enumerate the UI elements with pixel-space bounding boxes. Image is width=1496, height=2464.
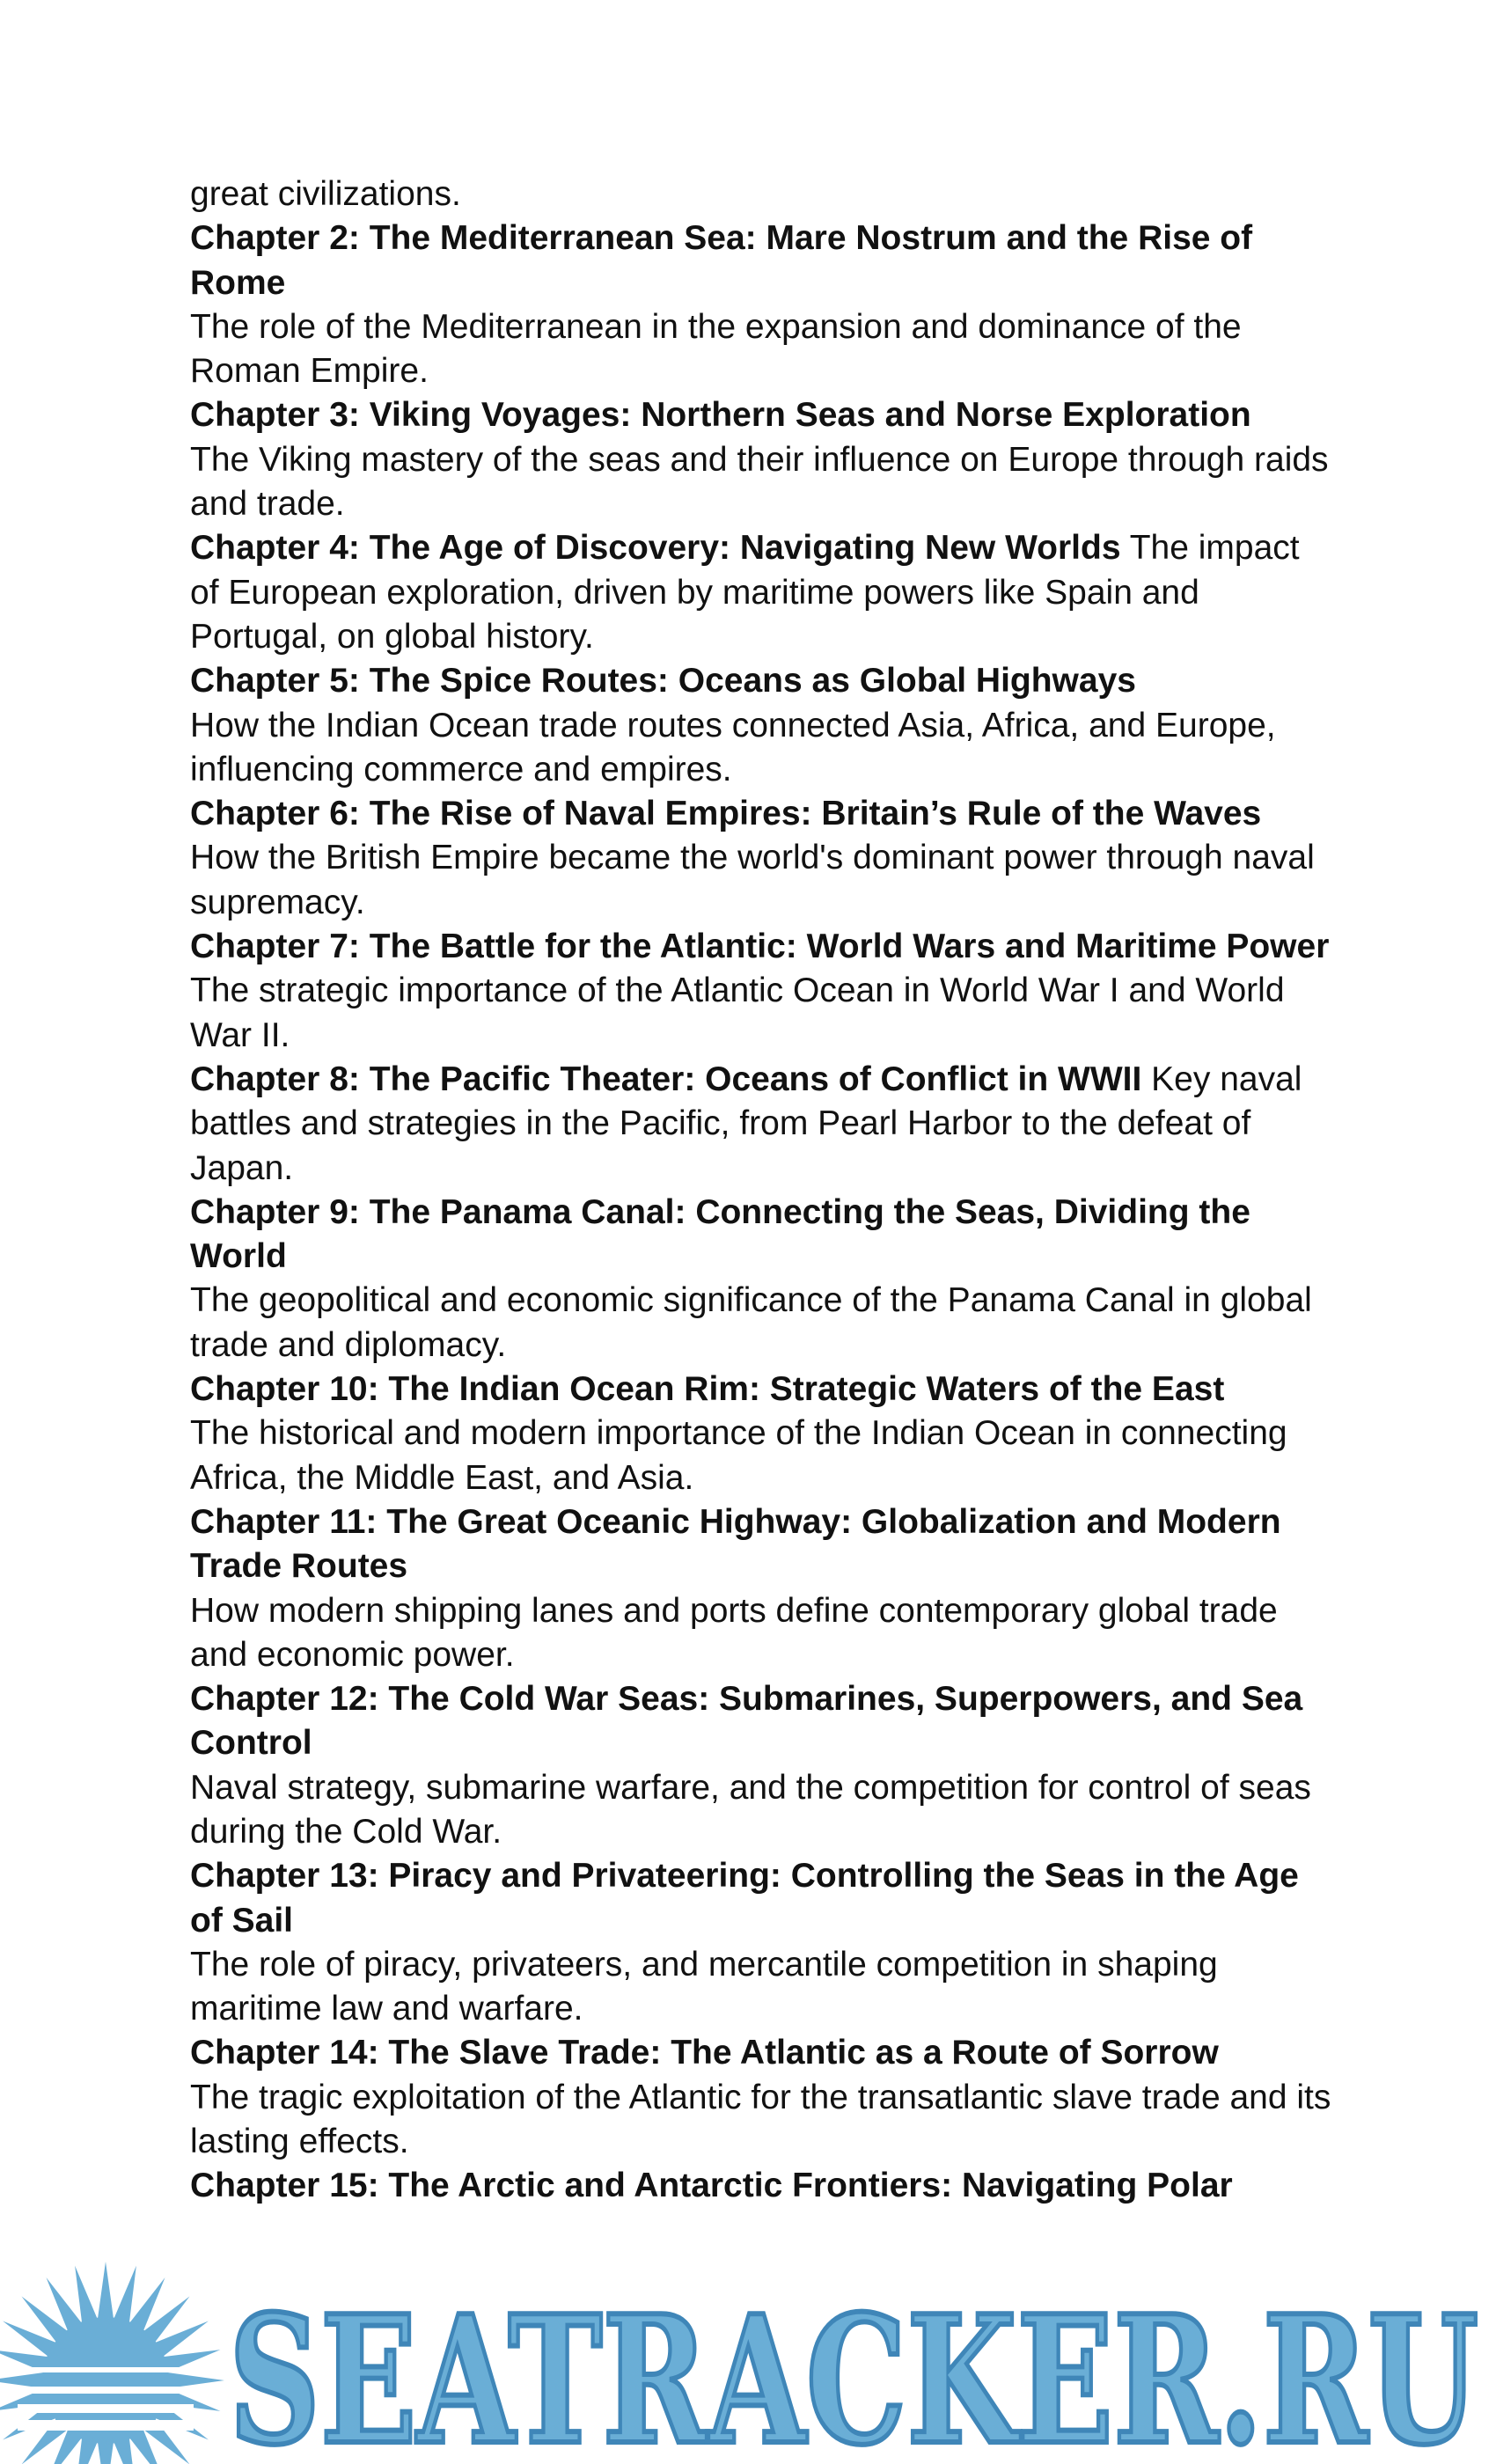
chapter-entry [190, 1854, 1334, 2031]
intro-fragment: great civilizations. [190, 175, 461, 213]
chapter-title: Chapter 10: The Indian Ocean Rim: Strategic Waters of the East [190, 1370, 1225, 1409]
chapter-description: The impact of European exploration, driven by maritime powers like Spain and Portugal, on global history. [190, 529, 1300, 656]
chapter-description: The tragic exploitation of the Atlantic for the transatlantic slave trade and its lasting effects. [190, 2078, 1331, 2161]
watermark-text: SEATRACKER.RU [229, 2277, 1478, 2464]
chapter-description: How modern shipping lanes and ports define contemporary global trade and economic power. [190, 1591, 1278, 1674]
chapter-entry [190, 1058, 1334, 1191]
chapter-title: Chapter 12: The Cold War Seas: Submarines, Superpowers, and Sea Control [190, 1680, 1303, 1763]
chapter-description: The role of the Mediterranean in the expansion and dominance of the Roman Empire. [190, 307, 1242, 391]
chapter-entry [190, 2164, 1334, 2208]
chapter-entry [190, 792, 1334, 925]
chapter-title: Chapter 13: Piracy and Privateering: Controlling the Seas in the Age of Sail [190, 1857, 1299, 1940]
chapter-description: How the British Empire became the world's dominant power through naval supremacy. [190, 839, 1315, 921]
chapter-title: Chapter 11: The Great Oceanic Highway: Globalization and Modern Trade Routes [190, 1502, 1281, 1586]
chapter-title: Chapter 2: The Mediterranean Sea: Mare Nostrum and the Rise of Rome [190, 219, 1253, 302]
watermark-logo [0, 2235, 1496, 2464]
chapter-entry [190, 1191, 1334, 1368]
chapter-title: Chapter 3: Viking Voyages: Northern Seas and Norse Exploration [190, 396, 1251, 435]
chapter-description: The strategic importance of the Atlantic Ocean in World War I and World War II. [190, 972, 1285, 1054]
chapter-entry [190, 925, 1334, 1058]
chapter-title: Chapter 5: The Spice Routes: Oceans as Global Highways [190, 662, 1136, 700]
chapter-entry [190, 1368, 1334, 1500]
chapter-entry [190, 659, 1334, 792]
chapter-entry [190, 2031, 1334, 2164]
chapter-list [190, 216, 1334, 2208]
chapter-entry [190, 1500, 1334, 1677]
chapter-description: The Viking mastery of the seas and their influence on Europe through raids and trade. [190, 440, 1329, 524]
chapter-title: Chapter 15: The Arctic and Antarctic Frontiers: Navigating Polar [190, 2167, 1233, 2205]
chapter-description: How the Indian Ocean trade routes connected Asia, Africa, and Europe, influencing commerce and empires. [190, 706, 1276, 788]
chapter-entry [190, 216, 1334, 393]
chapter-title: Chapter 9: The Panama Canal: Connecting the Seas, Dividing the World [190, 1192, 1250, 1276]
document-body [190, 172, 1334, 2209]
chapter-description: The historical and modern importance of the Indian Ocean in connecting Africa, the Middle East, and Asia. [190, 1414, 1287, 1497]
chapter-description: Key naval battles and strategies in the Pacific, from Pearl Harbor to the defeat of Japan. [190, 1060, 1302, 1187]
chapter-title: Chapter 4: The Age of Discovery: Navigating New Worlds [190, 529, 1121, 568]
chapter-description: Naval strategy, submarine warfare, and the competition for control of seas during the Cold War. [190, 1768, 1311, 1851]
chapter-entry [190, 393, 1334, 526]
chapter-title: Chapter 8: The Pacific Theater: Oceans of Conflict in WWII [190, 1060, 1142, 1098]
chapter-description: The role of piracy, privateers, and mercantile competition in shaping maritime law and warfare. [190, 1945, 1218, 2028]
chapter-title: Chapter 7: The Battle for the Atlantic: World Wars and Maritime Power [190, 928, 1330, 966]
chapter-description: The geopolitical and economic significance of the Panama Canal in global trade and diplomacy. [190, 1281, 1312, 1364]
sun-icon [0, 2262, 224, 2464]
chapter-entry [190, 526, 1334, 659]
chapter-title: Chapter 14: The Slave Trade: The Atlantic as a Route of Sorrow [190, 2034, 1219, 2072]
chapter-title: Chapter 6: The Rise of Naval Empires: Britain’s Rule of the Waves [190, 795, 1262, 833]
chapter-entry [190, 1677, 1334, 1854]
